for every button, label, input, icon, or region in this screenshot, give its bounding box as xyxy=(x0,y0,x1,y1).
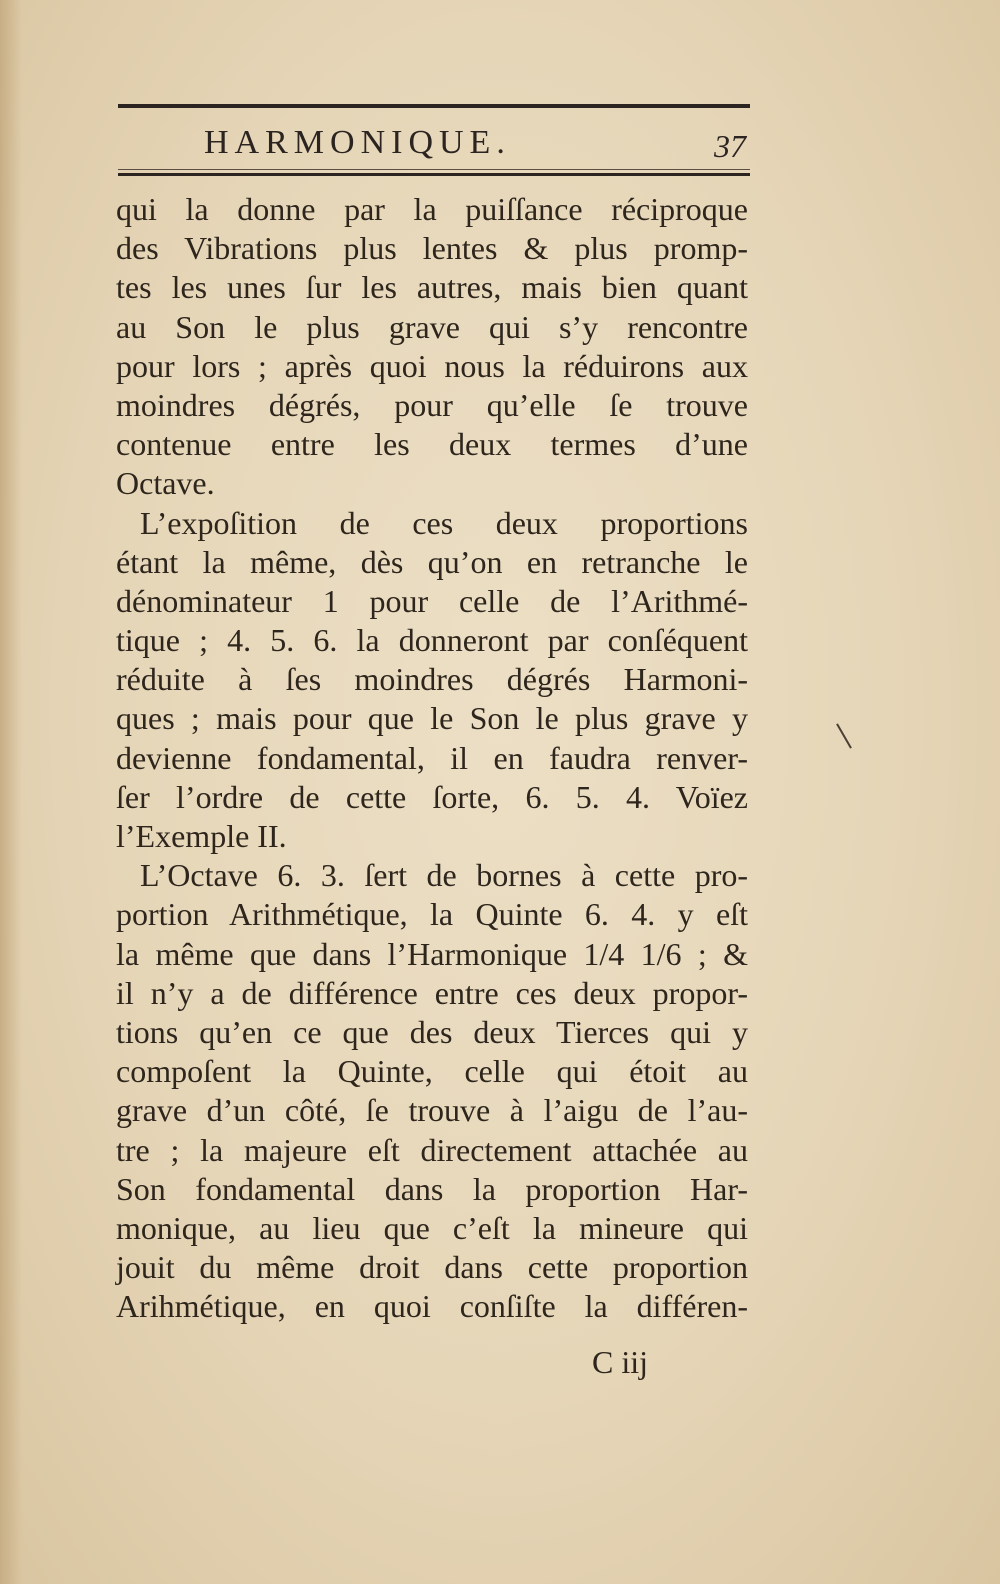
text-line: des Vibrations plus lentes & plus promp- xyxy=(116,230,748,267)
text-line: ſer l’ordre de cette ſorte, 6. 5. 4. Voïez xyxy=(116,778,748,815)
text-line: contenue entre les deux termes d’une xyxy=(116,426,748,463)
text-line: grave d’un côté, ſe trouve à l’aigu de l’au- xyxy=(116,1092,748,1129)
text-line: ques ; mais pour que le Son le plus grave y xyxy=(116,700,748,737)
text-line: Octave. xyxy=(116,465,215,502)
header-rule-top xyxy=(118,104,750,108)
text-line: tes les unes ſur les autres, mais bien quant xyxy=(116,269,748,306)
text-line: tre ; la majeure eſt directement attachée au xyxy=(116,1131,748,1168)
text-line: réduite à ſes moindres dégrés Harmoni- xyxy=(116,661,748,698)
text-line: au Son le plus grave qui s’y rencontre xyxy=(116,308,748,345)
running-head xyxy=(118,118,750,166)
text-line: Son fondamental dans la proportion Har- xyxy=(116,1170,748,1207)
text-line: compoſent la Quinte, celle qui étoit au xyxy=(116,1053,748,1090)
text-line: jouit du même droit dans cette proportion xyxy=(116,1249,748,1286)
text-line: étant la même, dès qu’on en retranche le xyxy=(116,543,748,580)
text-line: la même que dans l’Harmonique 1/4 1/6 ; & xyxy=(116,935,748,972)
text-line: tions qu’en ce que des deux Tierces qui y xyxy=(116,1013,748,1050)
text-line: il n’y a de différence entre ces deux propor- xyxy=(116,974,748,1011)
page-number: 37 xyxy=(714,128,746,164)
text-line: dénominateur 1 pour celle de l’Arithmé- xyxy=(116,582,748,619)
signature-mark: C iij xyxy=(592,1344,649,1380)
text-line: monique, au lieu que c’eſt la mineure qui xyxy=(116,1209,748,1246)
text-line: Arihmétique, en quoi conſiſte la différen- xyxy=(116,1288,748,1325)
margin-mark xyxy=(836,723,852,748)
page-edge-shadow xyxy=(0,0,22,1584)
header-rule-bottom xyxy=(118,173,750,176)
text-line: L’Octave 6. 3. ſert de bornes à cette pro- xyxy=(140,857,748,894)
text-line: tique ; 4. 5. 6. la donneront par conſéquent xyxy=(116,622,748,659)
text-line: pour lors ; après quoi nous la réduirons aux xyxy=(116,347,748,384)
body-text xyxy=(116,190,748,1326)
text-line: moindres dégrés, pour qu’elle ſe trouve xyxy=(116,386,748,423)
text-line: devienne fondamental, il en faudra renver- xyxy=(116,739,748,776)
header-rule-thin xyxy=(118,169,750,170)
running-title: HARMONIQUE. xyxy=(204,124,511,161)
text-line: qui la donne par la puiſſance réciproque xyxy=(116,191,748,227)
text-line: L’expoſition de ces deux proportions xyxy=(140,504,748,541)
text-line: portion Arithmétique, la Quinte 6. 4. y eſt xyxy=(116,896,748,933)
text-line: l’Exemple II. xyxy=(116,818,287,854)
